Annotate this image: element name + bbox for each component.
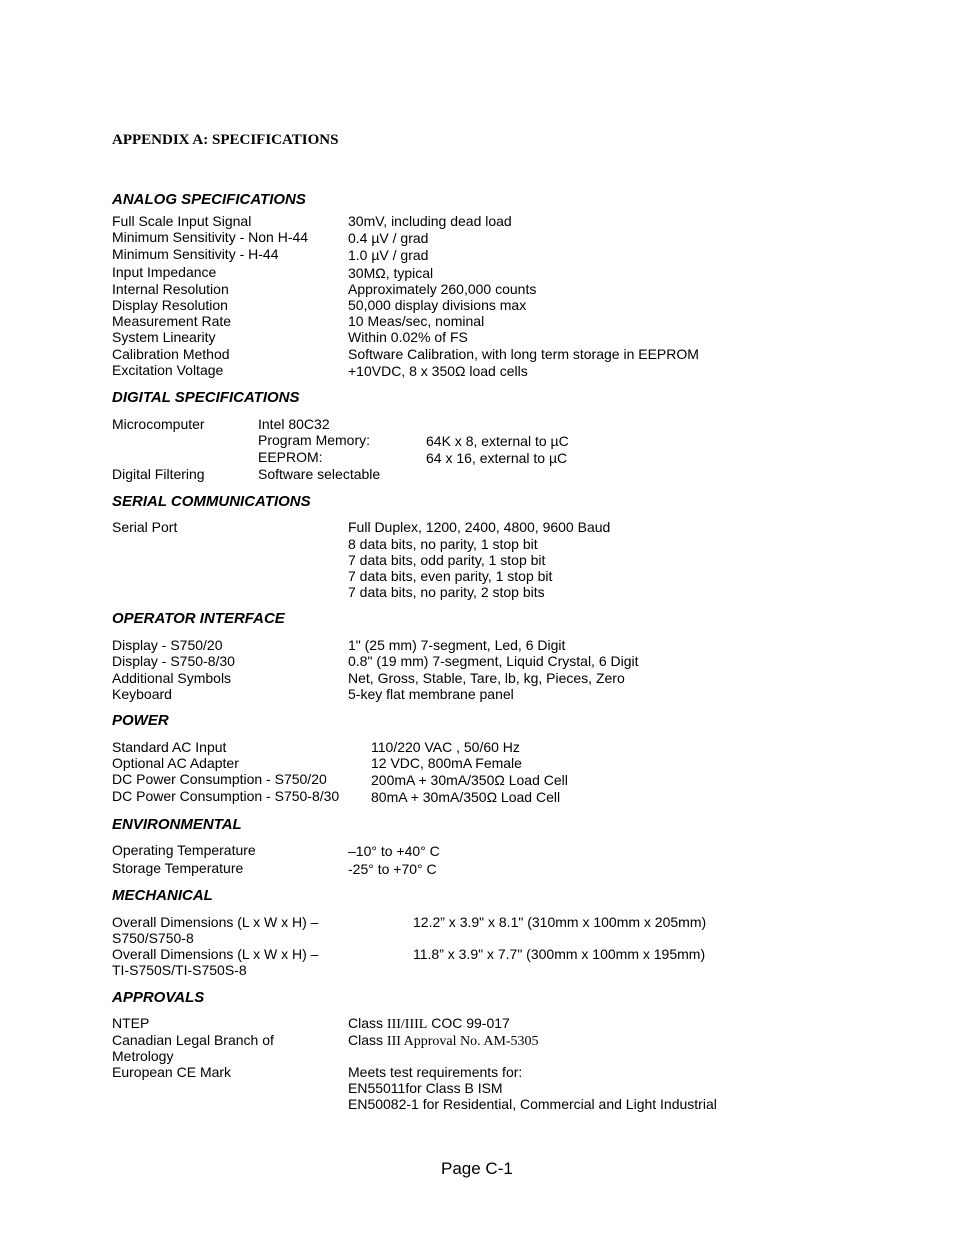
spec-value: 8 data bits, no parity, 1 stop bit (348, 536, 538, 552)
spec-value-class: III/IIIL (386, 1017, 428, 1032)
spec-label: Minimum Sensitivity - Non H-44 (112, 229, 309, 245)
spec-value: Approximately 260,000 counts (348, 281, 537, 297)
spec-value-text: COC 99-017 (427, 1015, 510, 1031)
spec-label: Storage Temperature (112, 860, 244, 876)
page-number: Page C-1 (441, 1159, 513, 1178)
appendix-title: APPENDIX A: SPECIFICATIONS (112, 132, 339, 148)
spec-sublabel: Program Memory: (258, 432, 371, 448)
spec-value: -25° to +70° C (348, 861, 437, 877)
spec-value-text: Class (348, 1015, 387, 1031)
spec-value: 7 data bits, even parity, 1 stop bit (348, 568, 553, 584)
spec-label: TI-S750S/TI-S750S-8 (112, 962, 247, 978)
spec-value: 110/220 VAC , 50/60 Hz (371, 739, 520, 755)
spec-value: 0.4 µV / grad (348, 230, 429, 246)
spec-label: DC Power Consumption - S750/20 (112, 771, 327, 787)
spec-label: Optional AC Adapter (112, 755, 239, 771)
spec-label: Calibration Method (112, 346, 230, 362)
spec-value: 10 Meas/sec, nominal (348, 313, 485, 329)
spec-value: 11.8” x 3.9" x 7.7" (300mm x 100mm x 195mm) (413, 946, 706, 962)
spec-value (348, 1015, 510, 1033)
spec-value: 30MΩ, typical (348, 265, 434, 281)
spec-value: 64K x 8, external to µC (426, 433, 569, 449)
spec-label: Overall Dimensions (L x W x H) – (112, 946, 319, 962)
spec-label: Display - S750/20 (112, 637, 223, 653)
spec-label: Metrology (112, 1048, 174, 1064)
spec-label: Minimum Sensitivity - H-44 (112, 246, 279, 262)
spec-label: Microcomputer (112, 416, 205, 432)
spec-value-approval: III Approval No. AM-5305 (386, 1034, 539, 1049)
spec-value: 12.2” x 3.9" x 8.1" (310mm x 100mm x 205mm) (413, 914, 707, 930)
spec-label: Additional Symbols (112, 670, 232, 686)
digital-heading: DIGITAL SPECIFICATIONS (112, 389, 300, 406)
spec-value: 5-key flat membrane panel (348, 686, 514, 702)
spec-value: 64 x 16, external to µC (426, 450, 568, 466)
spec-label: Display - S750-8/30 (112, 653, 235, 669)
spec-value: 1.0 µV / grad (348, 247, 429, 263)
spec-label: DC Power Consumption - S750-8/30 (112, 788, 340, 804)
spec-label: European CE Mark (112, 1064, 232, 1080)
spec-value: 0.8" (19 mm) 7-segment, Liquid Crystal, 6 Digit (348, 653, 639, 669)
spec-label: Excitation Voltage (112, 362, 224, 378)
environmental-heading: ENVIRONMENTAL (112, 816, 242, 833)
spec-label: Display Resolution (112, 297, 228, 313)
spec-sublabel: EEPROM: (258, 449, 323, 465)
spec-label: NTEP (112, 1015, 150, 1031)
spec-value: Intel 80C32 (258, 416, 330, 432)
operator-heading: OPERATOR INTERFACE (112, 610, 285, 627)
spec-label: Keyboard (112, 686, 172, 702)
spec-label: Internal Resolution (112, 281, 229, 297)
spec-label: Full Scale Input Signal (112, 213, 252, 229)
spec-value: 30mV, including dead load (348, 213, 512, 229)
spec-value: EN50082-1 for Residential, Commercial and Light Industrial (348, 1096, 717, 1112)
spec-value: –10° to +40° C (348, 843, 440, 859)
spec-label: S750/S750-8 (112, 930, 194, 946)
spec-label: Canadian Legal Branch of (112, 1032, 274, 1048)
serial-heading: SERIAL COMMUNICATIONS (112, 493, 311, 510)
spec-label: Input Impedance (112, 264, 217, 280)
spec-value-text: Class (348, 1032, 387, 1048)
spec-value: 50,000 display divisions max (348, 297, 527, 313)
spec-value: Full Duplex, 1200, 2400, 4800, 9600 Baud (348, 519, 611, 535)
spec-label: Operating Temperature (112, 842, 256, 858)
spec-value (348, 1032, 539, 1050)
spec-label: Serial Port (112, 519, 178, 535)
spec-label: Digital Filtering (112, 466, 205, 482)
spec-label: Measurement Rate (112, 313, 232, 329)
analog-heading: ANALOG SPECIFICATIONS (112, 191, 306, 208)
spec-value: 7 data bits, no parity, 2 stop bits (348, 584, 545, 600)
spec-value: Software Calibration, with long term storage in EEPROM (348, 346, 699, 362)
spec-value: Software selectable (258, 466, 381, 482)
spec-value: 12 VDC, 800mA Female (371, 755, 522, 771)
spec-value: EN55011for Class B ISM (348, 1080, 503, 1096)
spec-value: Net, Gross, Stable, Tare, lb, kg, Pieces, Zero (348, 670, 625, 686)
spec-value: 1" (25 mm) 7-segment, Led, 6 Digit (348, 637, 566, 653)
spec-label: Standard AC Input (112, 739, 227, 755)
power-heading: POWER (112, 712, 169, 729)
spec-value: 200mA + 30mA/350Ω Load Cell (371, 772, 568, 788)
spec-label: System Linearity (112, 329, 216, 345)
spec-label: Overall Dimensions (L x W x H) – (112, 914, 319, 930)
approvals-heading: APPROVALS (112, 989, 205, 1006)
spec-value: 80mA + 30mA/350Ω Load Cell (371, 789, 561, 805)
spec-value: Meets test requirements for: (348, 1064, 523, 1080)
spec-value: +10VDC, 8 x 350Ω load cells (348, 363, 528, 379)
mechanical-heading: MECHANICAL (112, 887, 213, 904)
spec-value: 7 data bits, odd parity, 1 stop bit (348, 552, 546, 568)
spec-value: Within 0.02% of FS (348, 329, 468, 345)
